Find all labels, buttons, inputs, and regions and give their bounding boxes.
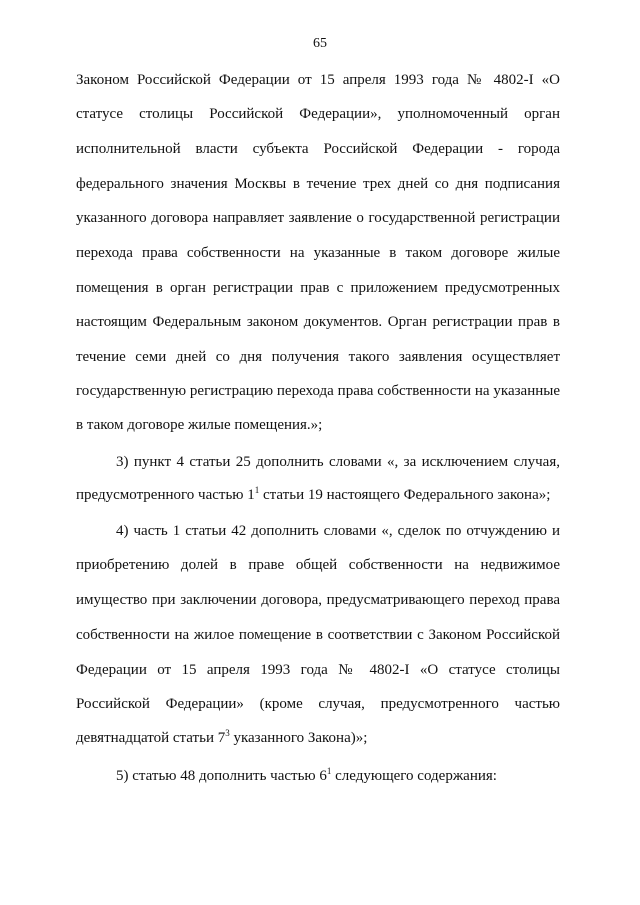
text-line	[76, 485, 560, 505]
text-line: государственную регистрацию перехода права собственности на указанные	[76, 383, 560, 399]
superscript: 1	[326, 766, 332, 776]
text-line	[116, 766, 560, 786]
text-line: исполнительной власти субъекта Российской Федерации - города	[76, 141, 560, 157]
text-line: помещения в орган регистрации прав с приложением предусмотренных	[76, 280, 560, 296]
text-line: настоящим Федеральным законом документов. Орган регистрации прав в	[76, 314, 560, 330]
text-segment: предусмотренного частью 1	[76, 487, 255, 503]
text-segment: статьи 19 настоящего Федерального закона»;	[259, 487, 551, 503]
text-line	[76, 728, 560, 748]
page-number: 65	[313, 36, 327, 51]
text-line: 3) пункт 4 статьи 25 дополнить словами «, за исключением случая,	[116, 454, 560, 470]
text-line: течение семи дней со дня получения такого заявления осуществляет	[76, 349, 560, 365]
text-line: перехода права собственности на указанные в таком договоре жилые	[76, 245, 560, 261]
text-segment: указанного Закона)»;	[229, 730, 368, 746]
superscript: 3	[225, 728, 230, 738]
text-line: собственности на жилое помещение в соответствии с Законом Российской	[76, 627, 560, 643]
text-line: в таком договоре жилые помещения.»;	[76, 417, 323, 433]
text-line: 4) часть 1 статьи 42 дополнить словами «, сделок по отчуждению и	[116, 523, 560, 539]
text-line: Федерации от 15 апреля 1993 года № 4802-I «О статусе столицы	[76, 662, 560, 678]
text-segment: 5) статью 48 дополнить частью 6	[116, 768, 327, 784]
text-line: статусе столицы Российской Федерации», уполномоченный орган	[76, 106, 560, 122]
text-line: федерального значения Москвы в течение трех дней со дня подписания	[76, 176, 560, 192]
text-segment: следующего содержания:	[331, 768, 497, 784]
text-segment: девятнадцатой статьи 7	[76, 730, 226, 746]
text-line: указанного договора направляет заявление о государственной регистрации	[76, 210, 560, 226]
text-line: Российской Федерации» (кроме случая, предусмотренного частью	[76, 696, 560, 712]
superscript: 1	[254, 485, 260, 495]
text-line: имущество при заключении договора, предусматривающего переход права	[76, 592, 560, 608]
text-line: Законом Российской Федерации от 15 апреля 1993 года № 4802-I «О	[76, 72, 560, 88]
text-line: приобретению долей в праве общей собственности на недвижимое	[76, 557, 560, 573]
